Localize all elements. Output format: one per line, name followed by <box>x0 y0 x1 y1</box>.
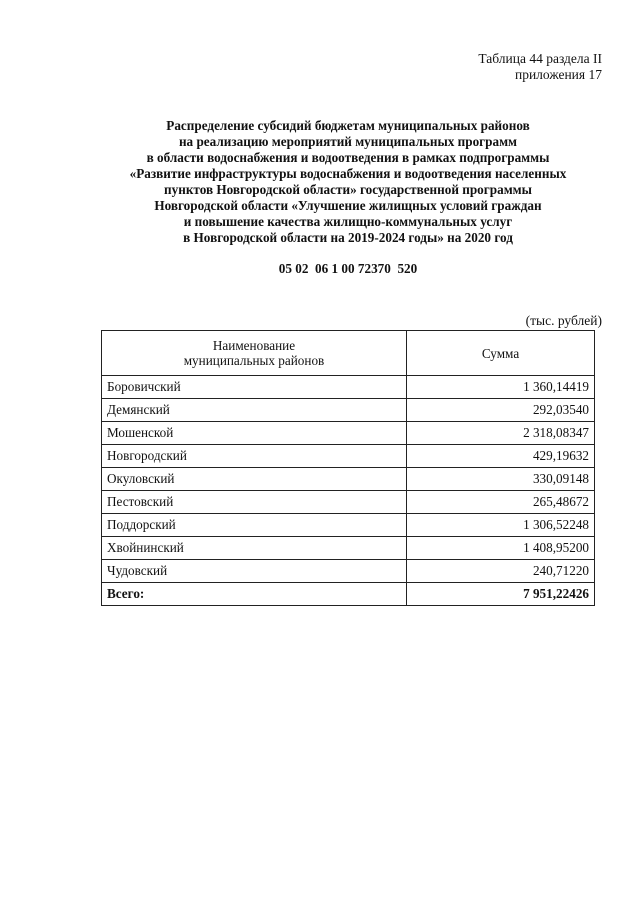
document-title <box>80 118 616 246</box>
table-header-row <box>102 331 595 376</box>
title-line: «Развитие инфраструктуры водоснабжения и водоотведения населенных <box>129 166 567 181</box>
district-name: Новгородский <box>102 445 407 468</box>
total-sum: 7 951,22426 <box>407 583 595 606</box>
header-name-line-1: Наименование <box>212 338 296 353</box>
table-reference-line-2: приложения 17 <box>514 67 602 82</box>
title-line: на реализацию мероприятий муниципальных программ <box>178 134 518 149</box>
table-row <box>102 468 595 491</box>
total-row <box>102 583 595 606</box>
district-sum: 1 408,95200 <box>407 537 595 560</box>
header-district-name <box>102 331 407 376</box>
district-name: Хвойнинский <box>102 537 407 560</box>
title-line: в Новгородской области на 2019-2024 годы» на 2020 год <box>183 230 513 245</box>
table-row <box>102 491 595 514</box>
units-label: (тыс. рублей) <box>525 313 602 328</box>
title-line: пунктов Новгородской области» государственной программы <box>164 182 532 197</box>
district-name: Чудовский <box>102 560 407 583</box>
total-label: Всего: <box>102 583 407 606</box>
district-sum: 265,48672 <box>407 491 595 514</box>
district-sum: 429,19632 <box>407 445 595 468</box>
header-sum: Сумма <box>407 331 595 376</box>
district-name: Боровичский <box>102 376 407 399</box>
title-line: и повышение качества жилищно-коммунальных услуг <box>183 214 513 229</box>
district-sum: 1 360,14419 <box>407 376 595 399</box>
district-sum: 240,71220 <box>407 560 595 583</box>
district-sum: 292,03540 <box>407 399 595 422</box>
table-reference <box>478 51 602 83</box>
subsidy-table <box>101 330 595 606</box>
district-name: Пестовский <box>102 491 407 514</box>
district-sum: 330,09148 <box>407 468 595 491</box>
table-row <box>102 445 595 468</box>
table-row <box>102 376 595 399</box>
budget-classification-code: 05 02 06 1 00 72370 520 <box>278 261 418 276</box>
title-line: в области водоснабжения и водоотведения в рамках подпрограммы <box>146 150 550 165</box>
district-name: Демянский <box>102 399 407 422</box>
district-name: Мошенской <box>102 422 407 445</box>
table-reference-line-1: Таблица 44 раздела II <box>478 51 602 66</box>
header-name-line-2: муниципальных районов <box>183 353 325 368</box>
title-line: Новгородской области «Улучшение жилищных условий граждан <box>154 198 542 213</box>
table-row <box>102 560 595 583</box>
table-row <box>102 537 595 560</box>
title-line: Распределение субсидий бюджетам муниципальных районов <box>166 118 530 133</box>
district-sum: 2 318,08347 <box>407 422 595 445</box>
district-name: Поддорский <box>102 514 407 537</box>
district-name: Окуловский <box>102 468 407 491</box>
table-row <box>102 514 595 537</box>
table-row <box>102 399 595 422</box>
table-row <box>102 422 595 445</box>
district-sum: 1 306,52248 <box>407 514 595 537</box>
